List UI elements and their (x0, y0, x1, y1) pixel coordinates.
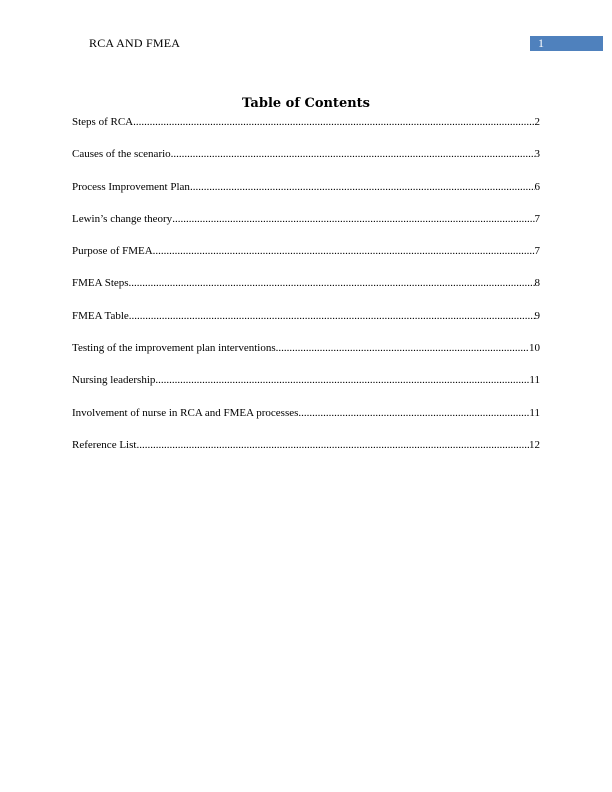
toc-entry-label: FMEA Steps (72, 277, 129, 290)
toc-entry-label: Testing of the improvement plan interventions (72, 342, 276, 355)
toc-entry[interactable] (72, 438, 540, 453)
toc-entry-label: Nursing leadership (72, 374, 156, 387)
toc-entry-page: 6 (534, 180, 540, 193)
toc-entry-label: Purpose of FMEA (72, 245, 153, 258)
toc-entry-page: 7 (534, 212, 540, 225)
toc-entry-page: 9 (534, 309, 540, 322)
dot-leader (136, 438, 529, 453)
toc-entry-label: Causes of the scenario (72, 148, 171, 161)
dot-leader (133, 115, 534, 130)
toc-entry-page: 2 (534, 116, 540, 128)
toc-entry[interactable] (72, 180, 540, 195)
toc-entry-label: FMEA Table (72, 309, 129, 322)
dot-leader (276, 341, 529, 356)
toc-entry[interactable] (72, 115, 540, 130)
toc-entry[interactable] (72, 147, 540, 162)
toc-entry[interactable] (72, 373, 540, 388)
toc-entry-page: 3 (534, 148, 540, 161)
toc-entry[interactable] (72, 276, 540, 291)
toc-entry-label: Involvement of nurse in RCA and FMEA processes (72, 406, 299, 419)
dot-leader (171, 147, 535, 162)
page-number-badge: 1 (530, 36, 603, 51)
toc-entry-page: 7 (534, 245, 540, 258)
toc-entry-page: 8 (534, 277, 540, 290)
toc-entry-label: Steps of RCA (72, 116, 134, 128)
toc-entry[interactable] (72, 244, 540, 259)
toc-entry-label: Process Improvement Plan (72, 180, 190, 193)
toc-entry-page: 10 (529, 342, 540, 355)
toc-entry-page: 11 (529, 374, 540, 387)
toc-entry-label: Reference List (72, 438, 137, 451)
toc-entry-page: 12 (529, 438, 540, 451)
toc-heading: Table of Contents (242, 96, 370, 111)
toc-entry[interactable] (72, 309, 540, 324)
dot-leader (172, 212, 534, 227)
dot-leader (298, 406, 529, 421)
dot-leader (129, 276, 535, 291)
toc-entry[interactable] (72, 341, 540, 356)
toc-entry-label: Lewin’s change theory (72, 212, 173, 225)
dot-leader (129, 309, 535, 324)
dot-leader (155, 373, 529, 388)
toc-entry[interactable] (72, 212, 540, 227)
toc-entry-page: 11 (529, 406, 540, 419)
dot-leader (153, 244, 535, 259)
toc-entry[interactable] (72, 406, 540, 421)
running-header-title: RCA AND FMEA (89, 36, 181, 50)
dot-leader (190, 180, 535, 195)
table-of-contents (72, 115, 540, 470)
